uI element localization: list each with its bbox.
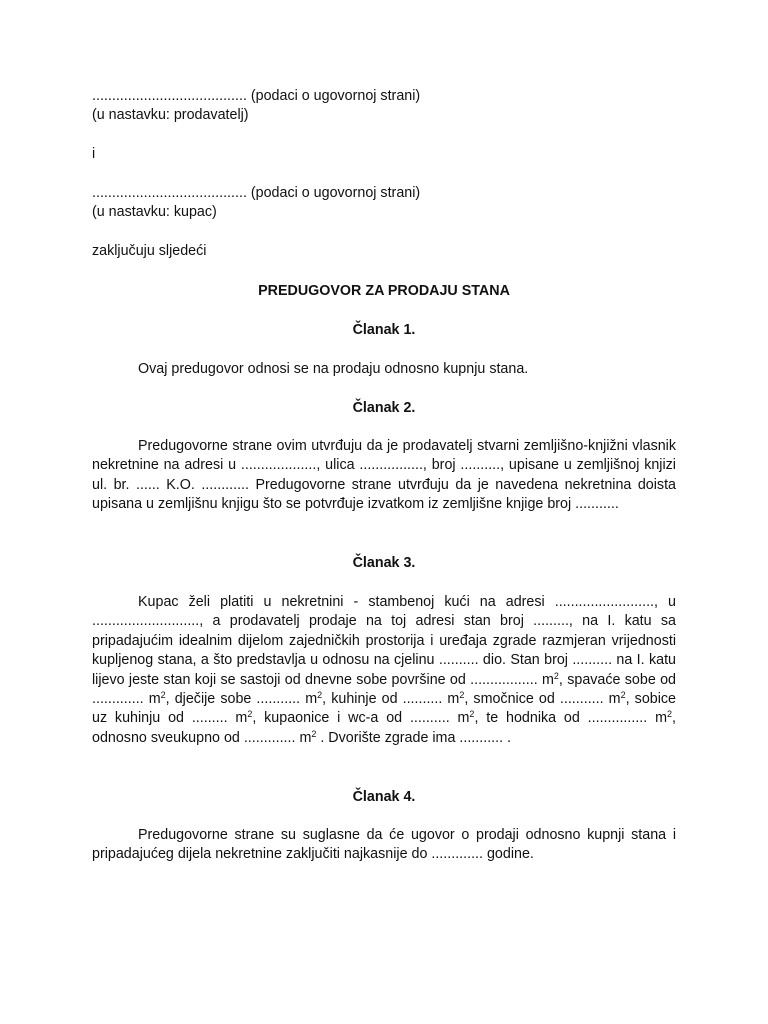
article-4-heading: Članak 4. bbox=[352, 789, 416, 805]
party1-role: (u nastavku: prodavatelj) bbox=[92, 107, 249, 123]
party1-line: ....................................... (podaci o ugovornoj strani) bbox=[92, 88, 421, 104]
article-1-text: Ovaj predugovor odnosi se na prodaju odnosno kupnju stana. bbox=[138, 361, 529, 377]
party2-line: ....................................... (podaci o ugovornoj strani) bbox=[92, 185, 421, 201]
superscript-2: 2 bbox=[469, 709, 475, 720]
superscript-2: 2 bbox=[620, 690, 626, 701]
article-2-text: Predugovorne strane ovim utvrđuju da je prodavatelj stvarni zemljišno-knjižni vlasnik nekretnine na adresi u ..................., ulica ................, broj .........., upisane u zemljišnoj knjizi ul. br. ...... K.O. ............ Predugovorne strane utvrđuju da je navedena nekretnina doista upisana u zemljišnu knjigu što se potvrđuje izvatkom iz zemljišne knjige broj ........... bbox=[92, 438, 676, 513]
article-4-text: Predugovorne strane su suglasne da će ugovor o prodaji odnosno kupnji stana i pripadajućeg dijela nekretnine zaključiti najkasnije do ............. godine. bbox=[92, 827, 676, 863]
conjunction: i bbox=[92, 146, 96, 162]
superscript-2: 2 bbox=[247, 709, 253, 720]
superscript-2: 2 bbox=[311, 728, 317, 739]
article-2-body bbox=[92, 437, 676, 515]
superscript-2: 2 bbox=[160, 690, 166, 701]
superscript-2: 2 bbox=[317, 690, 323, 701]
intro-text: zaključuju sljedeći bbox=[92, 243, 207, 259]
party2-role: (u nastavku: kupac) bbox=[92, 204, 217, 220]
superscript-2: 2 bbox=[459, 690, 465, 701]
article-1-body bbox=[92, 360, 676, 379]
document-title: PREDUGOVOR ZA PRODAJU STANA bbox=[258, 283, 510, 299]
article-3-body bbox=[92, 593, 676, 748]
article-1-heading: Članak 1. bbox=[352, 322, 416, 338]
article-2-heading: Članak 2. bbox=[352, 400, 416, 416]
article-3-heading: Članak 3. bbox=[352, 555, 416, 571]
superscript-2: 2 bbox=[667, 709, 673, 720]
article-4-body bbox=[92, 826, 676, 865]
superscript-2: 2 bbox=[553, 670, 559, 681]
article-3-text: Kupac želi platiti u nekretnini - stambenoj kući na adresi ........................., u ..........................., a prodavatelj prodaje na toj adresi stan broj ........., na I. katu sa pripadajućim idealnim dijelom zajedničkih prostorija i uređaja zgrade razmjeran vrijednosti kupljenog stana, a što predstavlja u odnosu na cjelinu .......... dio. Stan broj .......... na I. katu lijevo jeste stan koji se sastoji od dnevne sobe površine od ................. $m^2$, spavaće sobe od ............. $m^2$, dječije sobe ........... $m^2$, kuhinje od .......... $m^2$, smočnice od ........... $m^2$, sobice uz kuhinju od ......... $m^2$, kupaonice i wc-a od .......... $m^2$, te hodnika od ............... $m^2$, odnosno sveukupno od ............. $m^2$ . Dvorište zgrade ima ........... . bbox=[92, 594, 677, 746]
